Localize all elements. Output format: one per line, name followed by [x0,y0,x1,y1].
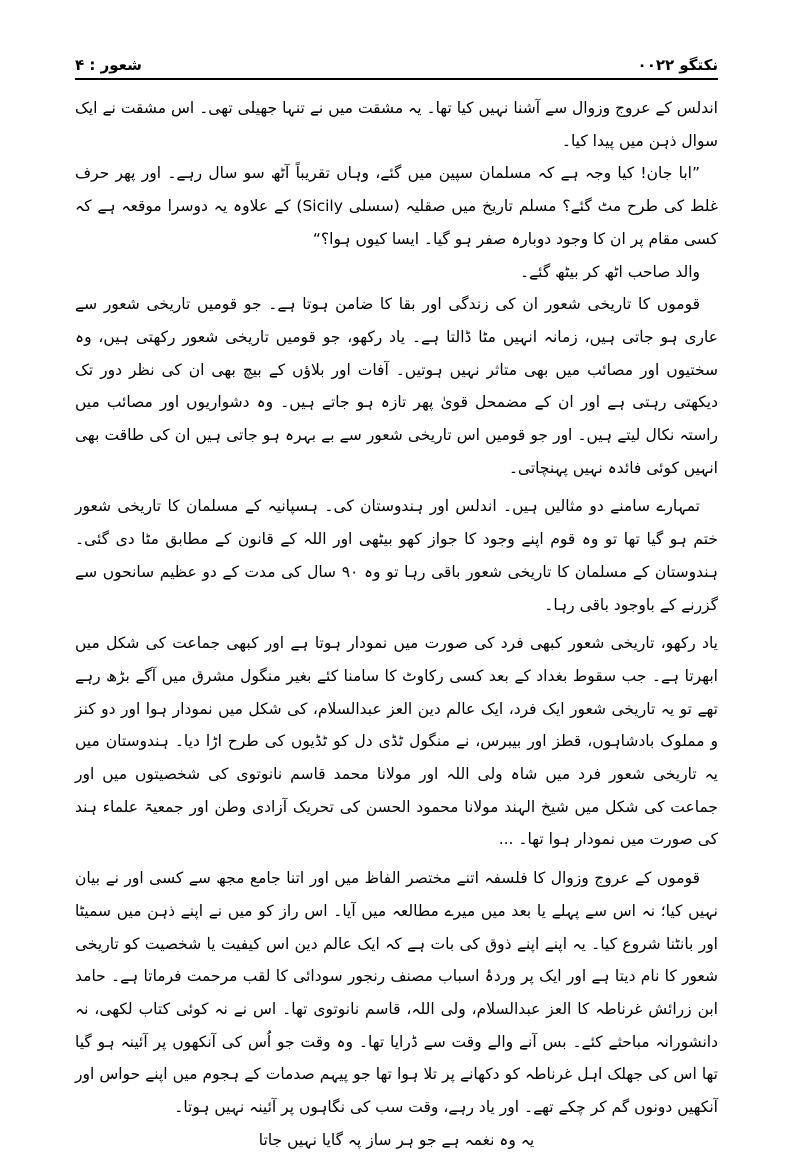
closing-verse: یہ وہ نغمہ ہے جو ہر ساز پہ گایا نہیں جاتا [258,1130,535,1149]
paragraph: ”ابا جان! کیا وجہ ہے کہ مسلمان سپین میں گئے، وہاں تقریباً آٹھ سو سال رہے۔ اور پھر حرف غلط کی طرح مٹ گئے؟ مسلم تاریخ میں صقلیہ (سسلی Sicily) کے علاوہ یہ دوسرا موقعہ ہے کہ کسی مقام پر ان کا وجود دوبارہ صفر ہو گیا۔ ایسا کیوں ہوا؟“ [75,164,718,248]
paragraph: قوموں کا تاریخی شعور ان کی زندگی اور بقا کا ضامن ہوتا ہے۔ جو قومیں تاریخی شعور سے عاری ہو جاتی ہیں، زمانہ انہیں مٹا ڈالتا ہے۔ یاد رکھو، جو قومیں تاریخی شعور رکھتی ہیں، وہ سختیوں اور مصائب میں بھی متاثر نہیں ہوتیں۔ آفات اور بلاؤں کے بیچ بھی ان کی نظر دور تک دیکھتی رہتی ہے اور ان کے مضمحل قویٰ پھر تازہ ہو جاتے ہیں۔ وہ دشواریوں اور مصائب میں راستہ نکال لیتے ہیں۔ اور جو قومیں اس تاریخی شعور سے بے بہرہ ہو جاتی ہیں ان کی طاقت بھی انہیں کوئی فائدہ نہیں پہنچاتی۔ [75,295,718,477]
page-header [75,54,718,76]
paragraph: اندلس کے عروج وزوال سے آشنا نہیں کیا تھا۔ یہ مشقت میں نے تنہا جھیلی تھی۔ اس مشقت نے ایک سوال ذہن میں پیدا کیا۔ [75,99,718,150]
header-title: نکتگو ۰۰۲۲ [637,56,718,74]
paragraph: تمہارے سامنے دو مثالیں ہیں۔ اندلس اور ہندوستان کی۔ ہسپانیہ کے مسلمان کا تاریخی شعور ختم ہو گیا تھا تو وہ قوم اپنے وجود کا جواز کھو بیٹھی اور اللہ کے قانون کے مطابق مٹا دی گئی۔ ہندوستان کے مسلمان کا تاریخی شعور باقی رہا تو وہ ۹۰ سال کی مدت کے دو عظیم سانحوں سے گزرنے کے باوجود باقی رہا۔ [75,497,718,614]
header-rule [75,78,718,80]
header-section: شعور : ۴ [75,56,142,74]
article-body [75,92,718,1157]
paragraph: قوموں کے عروج وزوال کا فلسفہ اتنے مختصر الفاظ میں اور اتنا جامع مجھ سے کسی اور نے بیان نہیں کیا؛ نہ اس سے پہلے یا بعد میں میرے مطالعہ میں آیا۔ اس راز کو میں نے اپنے ذہن میں سمیٹا اور بانٹنا شروع کیا۔ یہ اپنے اپنے ذوق کی بات ہے کہ ایک عالم دین اس کیفیت یا شخصیت کو تاریخی شعور کا نام دیتا ہے اور ایک پر وردۂ اسباب مصنف رنجور سودائی کا لقب مرحمت فرماتا ہے۔ حامد ابن زرائش غرناطہ کا العز عبدالسلام، ولی اللہ، قاسم نانوتوی تھا۔ اس نے نہ کوئی کتاب لکھی، نہ دانشورانہ مباحثے کئے۔ بس آنے والے وقت سے ڈرایا تھا۔ وہ وقت جو اُس کی آنکھوں پر آئینہ ہو گیا تھا اس کی جھلک اہل غرناطہ کو دکھانے پر تلا ہوا تھا جو پیہم صدمات کے ہجوم میں اپنے حواس اور آنکھیں دونوں گم کر چکے تھے۔ اور یاد رہے، وقت سب کی نگاہوں پر آئینہ نہیں ہوتا۔ [75,869,718,1117]
paragraph: والد صاحب اٹھ کر بیٹھ گئے۔ [520,262,700,281]
paragraph: یاد رکھو، تاریخی شعور کبھی فرد کی صورت میں نمودار ہوتا ہے اور کبھی جماعت کی شکل میں ابھرتا ہے۔ جب سقوط بغداد کے بعد کسی رکاوٹ کا سامنا کئے بغیر منگول مشرق میں آگے بڑھ رہے تھے تو یہ تاریخی شعور ایک فرد، ایک عالم دین العز عبدالسلام، کی شکل میں نمودار ہوا اور دو کنز و مملوک بادشاہوں، قطز اور بیبرس، نے منگول ٹڈی دل کو ٹڈیوں کی طرح اڑا دیا۔ ہندوستان میں یہ تاریخی شعور فرد میں شاہ ولی اللہ اور مولانا محمد قاسم نانوتوی کی شخصیتوں میں اور جماعت کی شکل میں شیخ الہند مولانا محمود الحسن کی تحریک آزادی وطن اور جمعیۃ علماء ہند کی صورت میں نمودار ہوا تھا۔ ... [75,634,718,849]
